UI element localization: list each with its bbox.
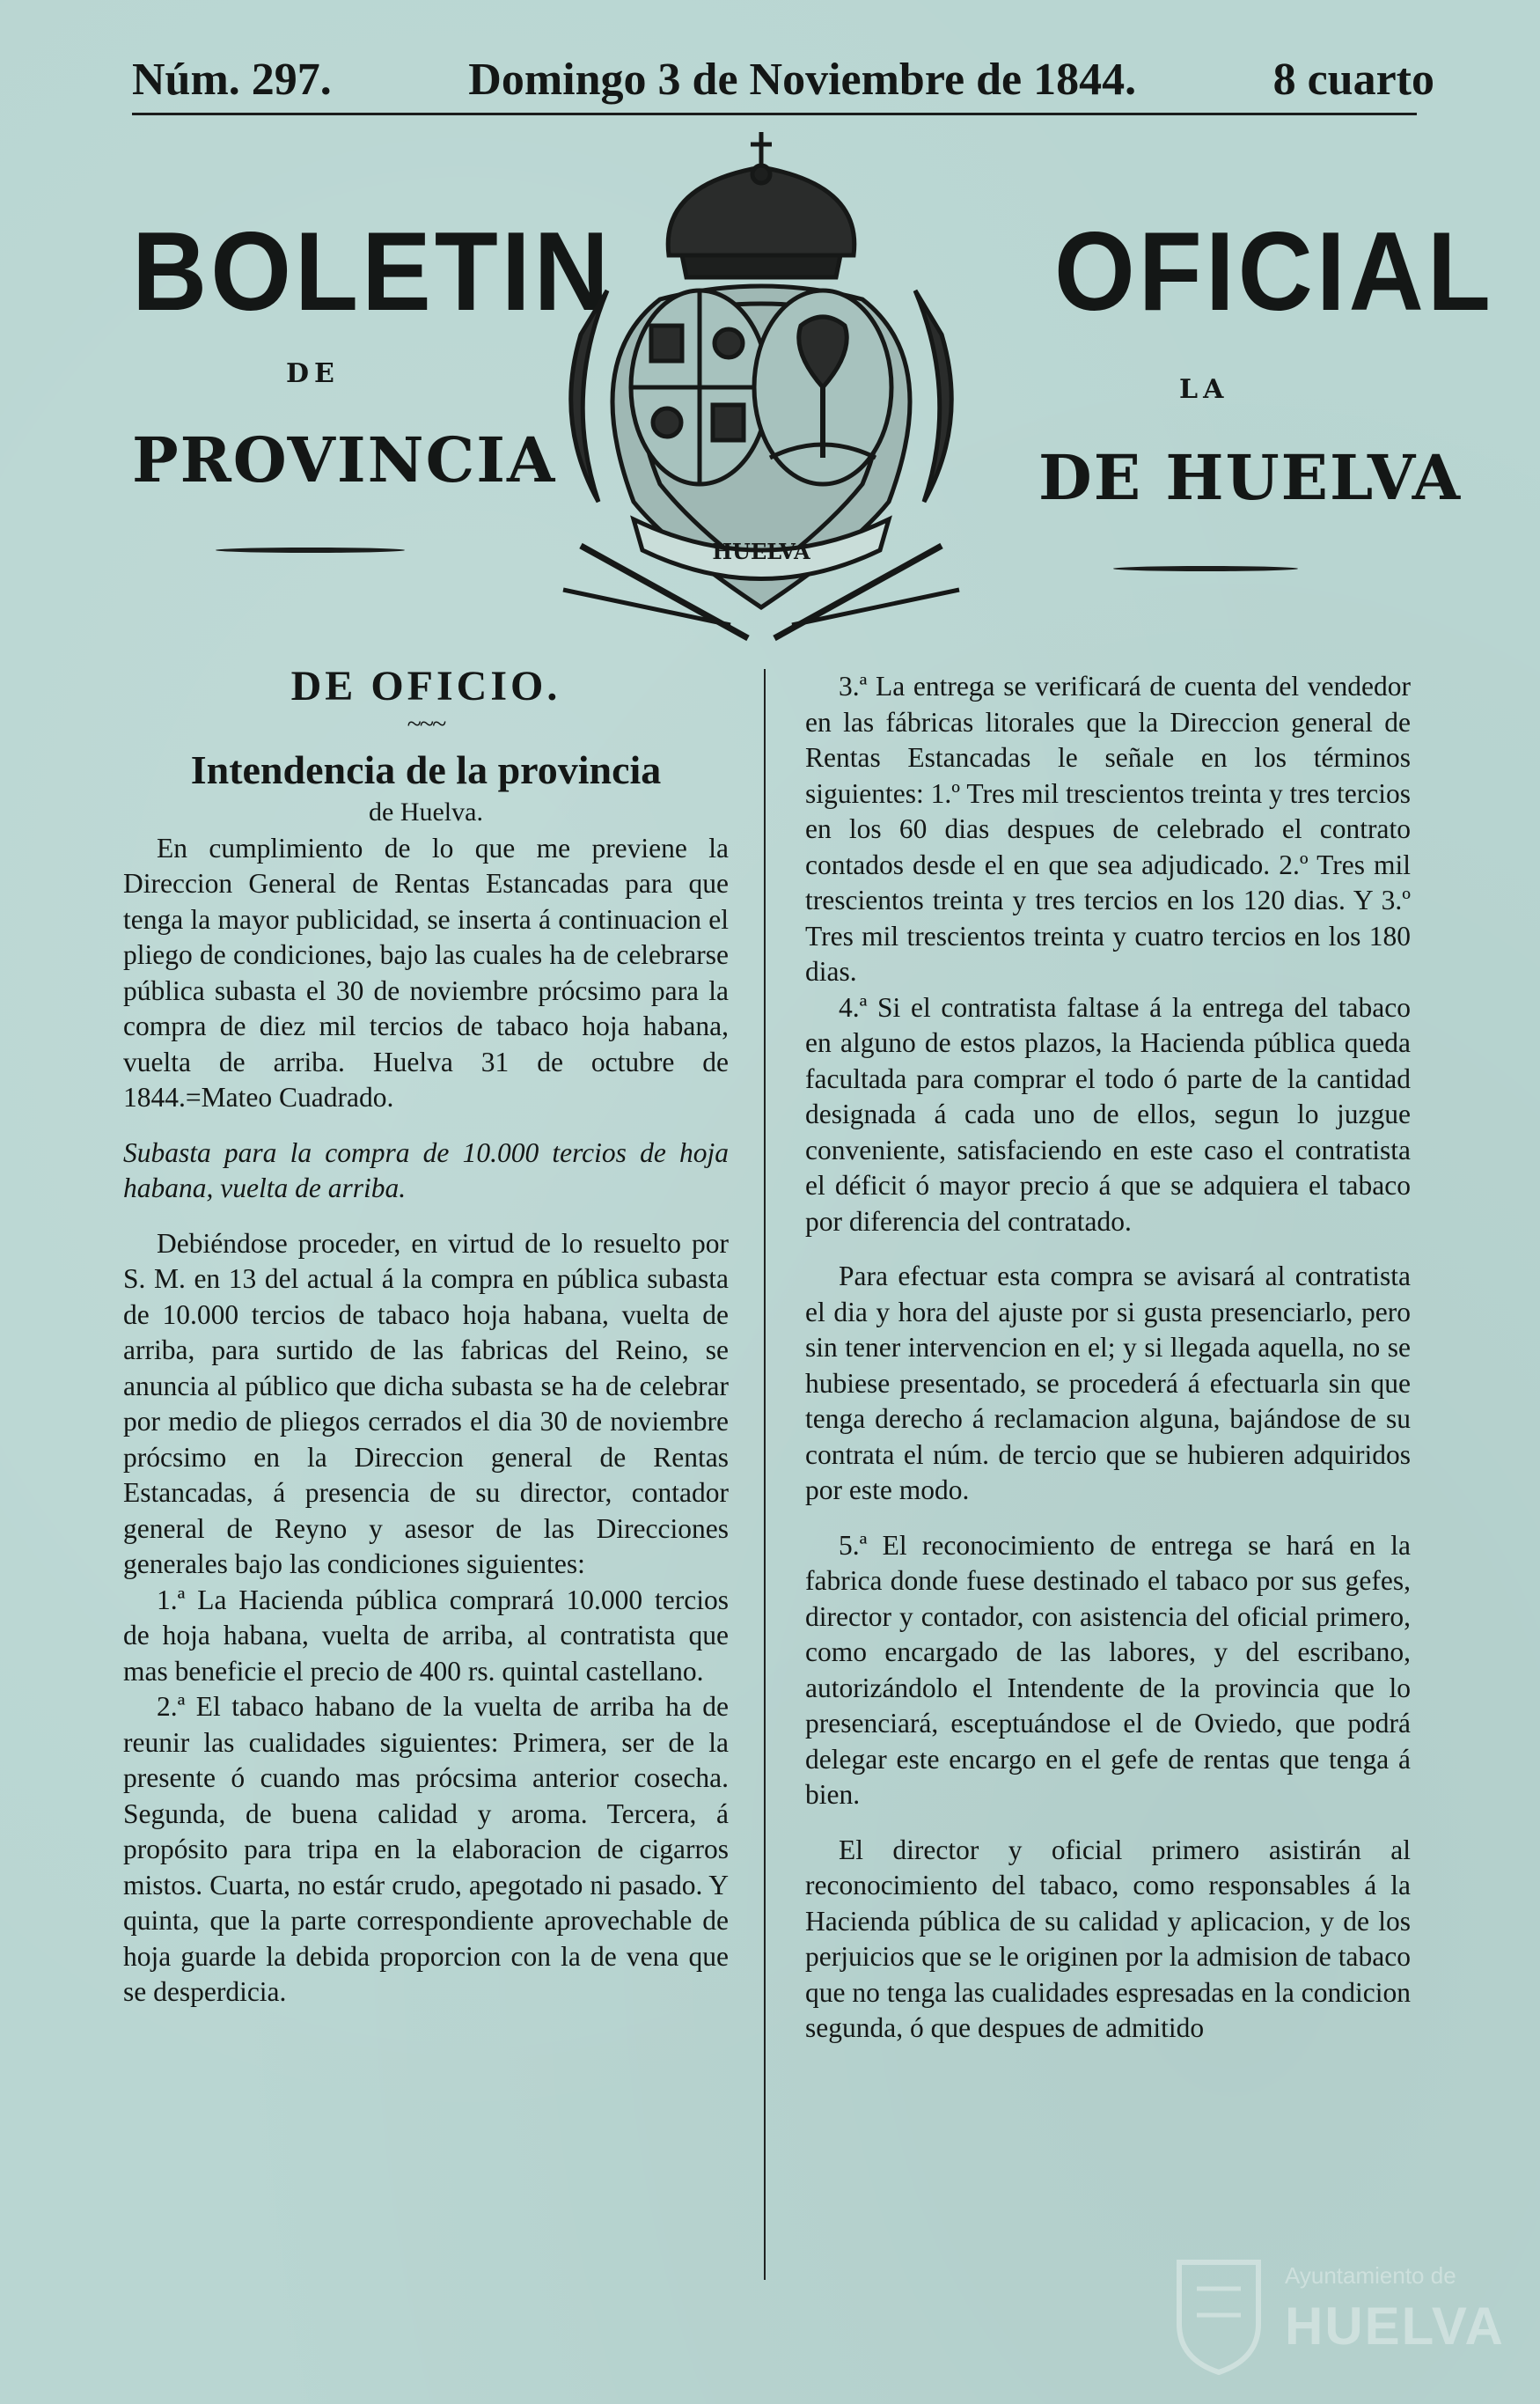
issue-number: Núm. 297. (132, 55, 332, 105)
condition-5: 5.ª El reconocimiento de entrega se hará en la fabrica donde fuese destinado el tabaco por sus gefes, director y contador, con asistencia del oficial primero, como encargado de las labores, y del escribano, autorizándolo el Intendente de la provincia que lo presenciará, esceptuándose el de Oviedo, que podrá delegar este encargo en el gefe de rentas que tenga á bien. (805, 1529, 1411, 1810)
paragraph-gap (805, 1813, 1411, 1833)
ornament-rule: ~~~ (407, 709, 445, 739)
condition-1: 1.ª La Hacienda pública comprará 10.000 tercios de hoja habana, vuelta de arriba, al contratista que mas beneficie el precio de 400 rs. quintal castellano. (123, 1584, 729, 1687)
paragraph-efectuar: Para efectuar esta compra se avisará al contratista el dia y hora del ajuste por si gusta presenciarlo, pero sin tener intervencion en el; y si llegada aquella, no se hubiese presentado, se procederá á efectuarla sin que tenga derecho á reclamacion alguna, bajándose de su contrata el núm. de tercio que se hubieren adquiridos por este modo. (805, 1261, 1411, 1505)
condition-4: 4.ª Si el contratista faltase á la entrega del tabaco en alguno de estos plazos, la Hacienda pública queda facultada para comprar el todo ó parte de la cantidad designada á cada uno de ellos, segun lo juzgue conveniente, satisfaciendo en este caso el contratista el déficit ó mayor precio á que se adquiera el tabaco por diferencia del contratado. (805, 991, 1411, 1237)
column-divider (764, 669, 766, 2280)
paragraph-director: El director y oficial primero asistirán al reconocimiento del tabaco, como responsables á la Hacienda pública de su calidad y aplicacion, y de los perjuicios que se le originen por la admision de tabaco que no tenga las cualidades espresadas en la condicion segunda, ó que despues de admitido (805, 1834, 1411, 2043)
archive-watermark (1170, 2253, 1505, 2386)
title-swash-right (1113, 566, 1298, 571)
masthead-rule (132, 113, 1417, 115)
coat-of-arms-crest (528, 132, 994, 651)
watermark-big-text: HUELVA (1285, 2297, 1505, 2356)
title-de: DE (286, 358, 340, 389)
condition-2: 2.ª El tabaco habano de la vuelta de arriba ha de reunir las cualidades siguientes: Primera, ser de la presente ó cuando mas prócsima anterior cosecha. Segunda, de buena calidad y aroma. Tercera, á propósito para tripa en la elaboracion de cigarros mistos. Cuarta, no estár crudo, apegotado ni pasado. Y quinta, que la parte correspondiente aprovechable de hoja guarde la debida proporcion con la de vena que se desperdicia. (123, 1691, 729, 2007)
paragraph-gap (805, 1239, 1411, 1259)
city-shield-icon (1170, 2253, 1267, 2377)
paragraph-debiendose: Debiéndose proceder, en virtud de lo resuelto por S. M. en 13 del actual á la compra en pública subasta de 10.000 tercios de tabaco hoja habana, vuelta de arriba, para surtido de las fabricas del Reino, se anuncia al público que dicha subasta se ha de celebrar por medio de pliegos cerrados el dia 30 de noviembre prócsimo en la Direccion general de Rentas Estancadas, á presencia de su director, contador general de Reyno y asesor de las Direcciones generales bajo las condiciones siguientes: (123, 1227, 729, 1579)
issue-price: 8 cuarto (1272, 55, 1434, 105)
condition-3: 3.ª La entrega se verificará de cuenta del vendedor en las fábricas litorales que la Direccion general de Rentas Estancadas le señale en los términos siguientes: 1.º Tres mil trescientos treinta y tres tercios en los 60 dias despues de celebrado el contrato contados desde el en que sea adjudicado. 2.º Tres mil trescientos treinta y tres tercios en los 120 dias. Y 3.º Tres mil trescientos treinta y cuatro tercios en los 180 dias. (805, 671, 1411, 987)
left-column (123, 663, 729, 2011)
title-provincia: PROVINCIA (132, 423, 557, 496)
article-subheading: de Huelva. (369, 798, 483, 827)
paragraph-gap (805, 1509, 1411, 1528)
section-heading: DE OFICIO. (290, 663, 561, 709)
masthead (132, 44, 1434, 106)
crest-ribbon-text: HUELVA (712, 539, 810, 564)
title-oficial: OFICIAL (1054, 209, 1494, 335)
title-la: LA (1179, 374, 1229, 405)
intro-paragraph: En cumplimiento de lo que me previene la Direccion General de Rentas Estancadas para que tenga la mayor publicidad, se inserta á continuacion el pliego de condiciones, bajo las cuales ha de celebrarse pública subasta el 30 de noviembre prócsimo para la compra de diez mil tercios de tabaco hoja habana, vuelta de arriba. Huelva 31 de octubre de 1844.=Mateo Cuadrado. (123, 832, 729, 1113)
watermark-small-text: Ayuntamiento de (1285, 2262, 1456, 2289)
article-heading: Intendencia de la provincia (190, 747, 662, 792)
subasta-heading: Subasta para la compra de 10.000 tercios de hoja habana, vuelta de arriba. (123, 1136, 729, 1203)
issue-date: Domingo 3 de Noviembre de 1844. (468, 55, 1137, 105)
title-de-huelva: DE HUELVA (1038, 441, 1463, 514)
title-swash-left (216, 548, 405, 553)
title-boletin: BOLETIN (132, 209, 612, 335)
right-column (805, 669, 1411, 2047)
